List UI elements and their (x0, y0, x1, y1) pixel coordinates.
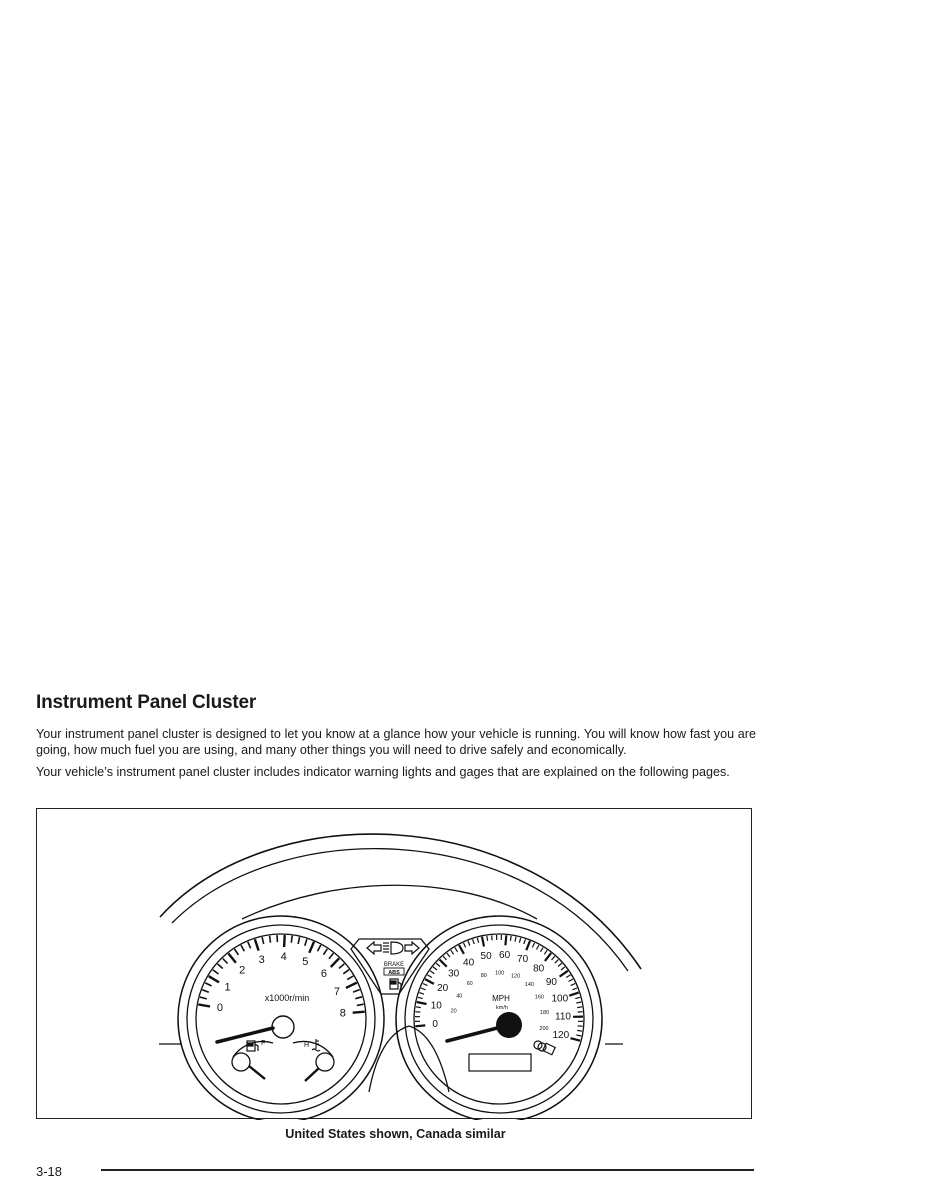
speedometer-mph-label: MPH (492, 994, 510, 1003)
speedometer-minor-tick (552, 956, 555, 960)
tachometer-number: 4 (280, 951, 287, 964)
speedometer-hub (496, 1012, 522, 1038)
tachometer-minor-tick (202, 990, 209, 993)
speedometer-major-tick (459, 945, 464, 954)
description-paragraph: Your vehicle’s instrument panel cluster includes indicator warning lights and gages that are explained on the following pages. (36, 765, 730, 779)
tachometer-minor-tick (343, 970, 349, 974)
speedometer-minor-tick (419, 993, 424, 995)
speedometer-minor-tick (577, 1030, 582, 1031)
speedometer-minor-tick (433, 967, 437, 970)
speedometer-minor-tick (558, 963, 562, 966)
trip-reset-stem-icon (534, 1041, 555, 1055)
headlamp-high-beam-icon (383, 942, 403, 954)
speedometer-kmh-number: 100 (495, 970, 505, 977)
speedometer-kmh-number: 160 (534, 994, 544, 1001)
abs-warning-icon (384, 968, 404, 976)
tachometer-major-tick (331, 958, 339, 967)
speedometer-minor-tick (468, 941, 470, 946)
fuel-full-label: F (261, 1040, 266, 1047)
speedometer-minor-tick (519, 938, 520, 943)
speedometer-major-tick (415, 1025, 425, 1026)
temp-hot-label: H (304, 1042, 310, 1049)
speedometer-major-tick (425, 979, 434, 984)
speedometer-minor-tick (510, 936, 511, 941)
speedometer-major-tick (440, 960, 447, 967)
speedometer-minor-tick (443, 956, 446, 960)
abs-warning-label: ABS (388, 970, 400, 976)
tachometer-number: 0 (216, 1002, 223, 1015)
speedometer-minor-tick (537, 945, 539, 949)
speedometer-minor-tick (576, 1002, 581, 1003)
tachometer-major-tick (228, 954, 236, 963)
speedometer-kmh-number: 120 (511, 973, 521, 980)
tachometer-major-tick (209, 976, 219, 982)
tachometer-unit-label: x1000r/min (264, 993, 310, 1003)
tachometer-minor-tick (270, 936, 271, 943)
speedometer-minor-tick (541, 948, 544, 952)
speedometer-minor-tick (487, 936, 488, 941)
tachometer-minor-tick (200, 997, 207, 999)
speedometer-major-tick (526, 941, 530, 950)
speedometer-minor-tick (477, 938, 478, 943)
speedometer-mph-number: 70 (517, 954, 529, 966)
odometer-display (469, 1054, 531, 1071)
speedometer-minor-tick (577, 1007, 582, 1008)
speedometer-minor-tick (416, 1007, 421, 1008)
speedometer-minor-tick (436, 963, 440, 966)
speedometer-minor-tick (430, 971, 434, 974)
tachometer-minor-tick (213, 970, 219, 974)
section-heading: Instrument Panel Cluster (36, 692, 257, 713)
speedometer-minor-tick (515, 937, 516, 942)
tachometer-minor-tick (355, 997, 362, 999)
speedometer-mph-number: 50 (480, 950, 492, 962)
speedometer-minor-tick (423, 984, 428, 986)
tachometer-number: 2 (239, 964, 246, 977)
brake-warning-label: BRAKE (383, 962, 405, 968)
tachometer-major-tick (198, 1004, 210, 1006)
fuel-gage (232, 1041, 273, 1079)
tachometer-minor-tick (357, 1004, 364, 1005)
speedometer-mph-number: 100 (551, 993, 569, 1005)
speedometer-major-tick (569, 993, 579, 996)
speedometer-minor-tick (524, 939, 526, 944)
speedometer-kmh-number: 60 (466, 980, 473, 987)
tachometer-minor-tick (291, 936, 292, 943)
tachometer-number: 1 (224, 981, 231, 994)
tachometer-minor-tick (298, 937, 300, 944)
tachometer-number: 5 (302, 955, 309, 968)
speedometer-mph-number: 120 (552, 1030, 570, 1042)
tachometer-number: 6 (320, 968, 327, 981)
speedometer-mph-number: 0 (432, 1019, 438, 1031)
tachometer-major-tick (353, 1012, 365, 1013)
tachometer-minor-tick (329, 953, 333, 959)
speedometer-kmh-number: 200 (539, 1026, 549, 1033)
speedometer-minor-tick (544, 950, 547, 954)
tachometer-minor-tick (305, 939, 307, 946)
tachometer-minor-tick (241, 945, 244, 951)
tachometer-minor-tick (347, 976, 353, 980)
speedometer-minor-tick (464, 943, 466, 948)
tachometer-number: 7 (333, 986, 340, 999)
tachometer-major-tick (255, 939, 259, 950)
speedometer-major-tick (560, 971, 568, 977)
speedometer-needle (447, 1026, 505, 1041)
tachometer-minor-tick (223, 959, 228, 964)
intro-paragraph: Your instrument panel cluster is designed to let you know at a glance how your vehicle is running. You will know how fast you are going, how much fuel you are using, and many other things you will need to drive safely and economically. (36, 727, 756, 757)
speedometer-mph-number: 10 (430, 1000, 442, 1012)
speedometer-minor-tick (575, 997, 580, 998)
tachometer-number: 8 (339, 1007, 346, 1020)
speedometer-minor-tick (569, 979, 573, 981)
speedometer-mph-number: 60 (499, 949, 511, 961)
speedometer-minor-tick (451, 950, 454, 954)
speedometer-kmh-number: 80 (480, 973, 487, 980)
speedometer-minor-tick (421, 988, 426, 990)
tachometer-major-tick (346, 983, 357, 988)
instrument-cluster-illustration (37, 809, 753, 1120)
cluster-visor-arc (242, 885, 537, 919)
tachometer-minor-tick (262, 937, 264, 944)
center-housing (369, 1026, 449, 1092)
speedometer-major-tick (417, 1002, 427, 1004)
tachometer-major-tick (284, 935, 285, 947)
speedometer-minor-tick (418, 997, 423, 998)
temp-gage (293, 1041, 334, 1081)
low-fuel-warning-icon (390, 979, 401, 989)
speedometer-minor-tick (455, 948, 458, 952)
turn-signal-left-icon (367, 942, 381, 954)
footer-rule (101, 1169, 754, 1171)
speedometer-minor-tick (566, 975, 570, 978)
figure-caption: United States shown, Canada similar (285, 1127, 506, 1141)
speedometer-major-tick (545, 953, 551, 961)
speedometer-minor-tick (447, 953, 450, 957)
speedometer-kmh-number: 180 (539, 1009, 550, 1016)
speedometer-minor-tick (561, 967, 565, 970)
tachometer-minor-tick (248, 942, 251, 949)
speedometer-minor-tick (428, 975, 432, 978)
speedometer-major-tick (505, 935, 506, 945)
speedometer-mph-number: 30 (448, 968, 460, 980)
tachometer-minor-tick (218, 964, 223, 969)
tachometer-minor-tick (353, 990, 360, 993)
speedometer-minor-tick (576, 1035, 581, 1036)
tachometer-minor-tick (339, 964, 344, 969)
speedometer-mph-number: 90 (545, 976, 557, 988)
speedometer-minor-tick (473, 939, 475, 944)
speedometer-mph-number: 20 (437, 983, 449, 995)
tachometer-number: 3 (258, 954, 265, 967)
tachometer-minor-tick (205, 983, 211, 986)
tachometer-hub (272, 1016, 294, 1038)
speedometer-minor-tick (572, 988, 577, 990)
tachometer-minor-tick (318, 945, 321, 951)
turn-signal-right-icon (405, 942, 419, 954)
speedometer-kmh-number: 40 (456, 993, 463, 1000)
tachometer-minor-tick (235, 949, 239, 955)
speedometer-kmh-number: 20 (450, 1008, 457, 1015)
instrument-cluster-figure (36, 808, 752, 1119)
speedometer-minor-tick (555, 960, 559, 964)
speedometer-major-tick (571, 1038, 581, 1041)
tachometer-major-tick (309, 942, 314, 953)
speedometer-kmh-number: 140 (524, 981, 534, 988)
speedometer-minor-tick (571, 984, 576, 986)
speedometer-mph-number: 80 (533, 963, 545, 975)
page-number: 3-18 (36, 1164, 63, 1179)
speedometer-kmh-label: km/h (496, 1005, 508, 1011)
speedometer-mph-number: 40 (463, 957, 475, 969)
speedometer-minor-tick (532, 943, 534, 948)
tachometer-minor-tick (323, 949, 327, 955)
speedometer-major-tick (482, 937, 484, 947)
speedometer-mph-number: 110 (555, 1011, 571, 1023)
